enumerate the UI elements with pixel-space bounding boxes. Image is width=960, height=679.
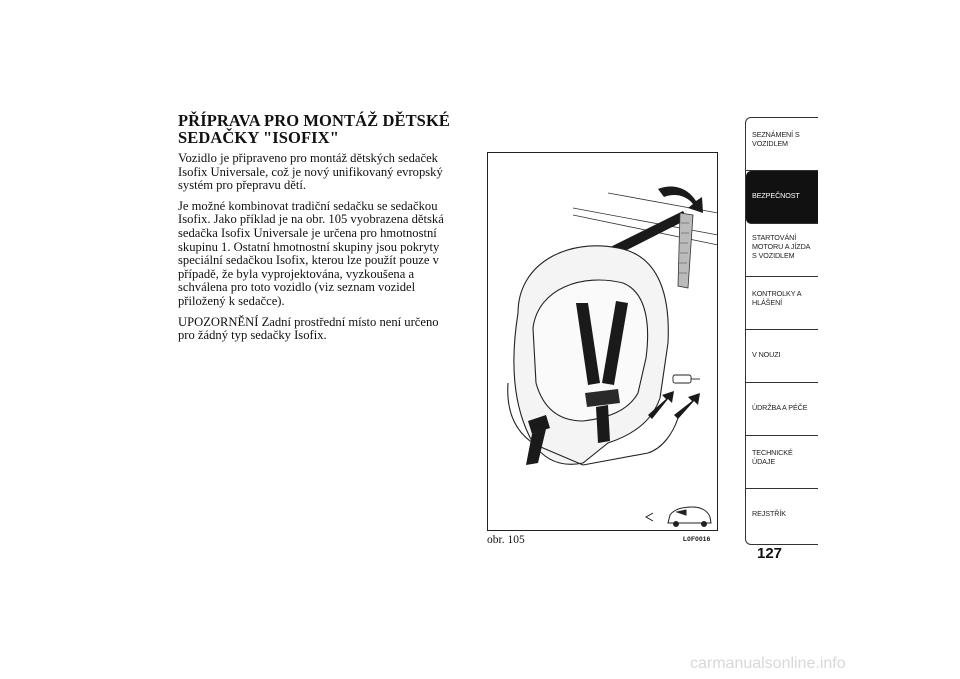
tab-label: KONTROLKY A <box>752 289 802 298</box>
tab-label: ÚDRŽBA A PÉČE <box>752 403 808 412</box>
tab-udrzba-a-pece[interactable] <box>746 383 818 436</box>
text-line: speciální sedačkou Isofix, kterou lze použít pouze v <box>178 253 439 268</box>
text-line: sedačka Isofix Universale je určena pro hmotnostní <box>178 225 437 240</box>
figure-frame <box>487 152 718 531</box>
heading-line-1: PŘÍPRAVA PRO MONTÁŽ DĚTSKÉ <box>178 111 450 130</box>
page-number: 127 <box>757 545 783 562</box>
tab-label: ÚDAJE <box>752 457 776 466</box>
text-line: schválena pro toto vozidlo (viz seznam vozidel <box>178 280 416 295</box>
text-line: Vozidlo je připraveno pro montáž dětských sedaček <box>178 151 438 165</box>
tab-kontrolky-a-hlaseni[interactable] <box>746 277 818 330</box>
chapter-tabs <box>745 117 818 545</box>
tab-rejstrik[interactable] <box>746 489 818 544</box>
tab-label: TECHNICKÉ <box>752 448 793 457</box>
text-line: pro žádný typ sedačky Isofix. <box>178 328 327 343</box>
tab-seznameni-s-vozidlem[interactable] <box>746 118 818 171</box>
child-seat-isofix-illustration <box>488 153 719 532</box>
tab-label: STARTOVÁNÍ <box>752 233 797 242</box>
text-line: systém pro přepravu dětí. <box>178 178 307 193</box>
tab-label: VOZIDLEM <box>752 139 788 148</box>
text-line: Isofix Universale, což je nový unifikovaný evropský <box>178 164 443 179</box>
tab-technicke-udaje[interactable] <box>746 436 818 489</box>
text-line: Je možné kombinovat tradiční sedačku se sedačkou <box>178 198 438 213</box>
tab-bezpecnost[interactable] <box>746 171 818 224</box>
rotation-arrow <box>658 186 703 213</box>
text-line: UPOZORNĚNÍ Zadní prostřední místo není určeno <box>178 314 439 329</box>
paragraph-intro <box>178 152 463 193</box>
watermark: carmanualsonline.info <box>690 655 846 672</box>
tab-label: V NOUZI <box>752 350 781 359</box>
tab-startovani-motoru[interactable] <box>746 224 818 277</box>
text-line: případě, že byla vyprojektována, vyzkoušena a <box>178 266 415 281</box>
text-line: skupinu 1. Ostatní hmotnostní skupiny jsou pokryty <box>178 239 440 254</box>
text-line: přiložený k sedačce). <box>178 293 285 308</box>
tab-label: MOTORU A JÍZDA <box>752 242 811 251</box>
body-text <box>178 152 463 350</box>
section-heading <box>178 112 468 146</box>
car-front-view-icon <box>646 507 711 527</box>
tab-label: BEZPEČNOST <box>752 191 800 200</box>
paragraph-combination <box>178 200 463 309</box>
heading-line-2: SEDAČKY "ISOFIX" <box>178 128 339 147</box>
tab-label: REJSTŘÍK <box>752 509 786 518</box>
figure-code: L0F0016 <box>683 536 711 543</box>
paragraph-warning <box>178 316 463 343</box>
tab-v-nouzi[interactable] <box>746 330 818 383</box>
text-line: Isofix. Jako příklad je na obr. 105 vyobrazena dětská <box>178 212 444 227</box>
tab-label: SEZNÁMENÍ S <box>752 130 800 139</box>
tab-label: HLÁŠENÍ <box>752 298 783 307</box>
isofix-connector <box>673 375 700 383</box>
tab-label: S VOZIDLEM <box>752 251 795 260</box>
figure-caption: obr. 105 <box>487 534 525 546</box>
